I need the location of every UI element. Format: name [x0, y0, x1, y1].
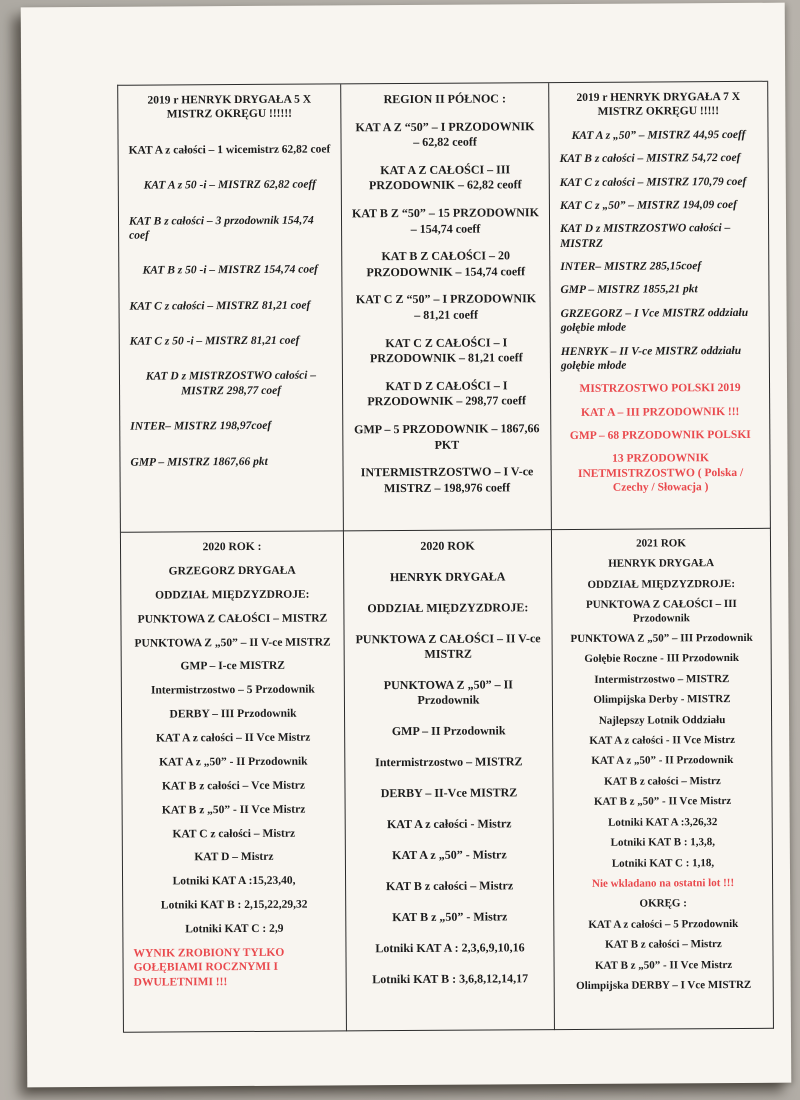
- text-line: PUNKTOWA Z CAŁOŚCI – II V-ce MISTRZ: [355, 631, 541, 661]
- text-line: GMP – 5 PRZODOWNIK – 1867,66 PKT: [354, 421, 540, 452]
- table-cell-2020-henryk: [344, 530, 555, 1031]
- text-line: KAT A Z CAŁOŚCI – III PRZODOWNIK – 62,82 ceoff: [368, 162, 522, 193]
- text-line: KAT C z całości – MISTRZ 81,21 coef: [129, 299, 311, 313]
- text-line: Nie wkladano na ostatni lot !!!: [591, 876, 735, 890]
- text-line: KAT B Z CAŁOŚCI – 20 PRZODOWNIK – 154,74 coeff: [366, 248, 526, 279]
- text-line: Lotniki KAT A : 2,3,6,9,10,16: [375, 940, 525, 956]
- text-line: Olimpijska DERBY – I Vce MISTRZ: [576, 978, 752, 992]
- text-line: 2020 ROK: [420, 538, 475, 553]
- text-line: KAT C z 50 -i – MISTRZ 81,21 coef: [129, 334, 300, 348]
- table-cell-2020-grzegorz: [121, 531, 347, 1032]
- text-line: 2020 ROK :: [202, 540, 262, 554]
- table-cell-2019-okreg-5x: [118, 84, 344, 532]
- text-line: Gołębie Roczne - III Przodownik: [584, 652, 740, 666]
- text-line: KAT A z całości - II Vce Mistrz: [589, 734, 736, 747]
- text-line: KAT C Z “50” – I PRZODOWNIK – 81,21 coeff: [355, 291, 537, 322]
- text-line: KAT B z całości – Mistrz: [605, 938, 722, 951]
- text-line: KAT B z „50” - II Vce Mistrz: [593, 795, 732, 809]
- text-line: KAT B Z “50” – 15 PRZODOWNIK – 154,74 coeff: [351, 205, 539, 236]
- text-line: 2019 r HENRYK DRYGAŁA 7 X MISTRZ OKRĘGU !!!!!: [576, 90, 741, 119]
- text-line: KAT B z całości – Mistrz: [604, 774, 721, 788]
- text-line: KAT A z „50” – MISTRZ 44,95 coeff: [571, 128, 746, 142]
- text-line: PUNKTOWA Z CAŁOŚCI – III Przodownik: [585, 598, 737, 625]
- text-line: DERBY – III Przodownik: [169, 707, 297, 721]
- text-line: Intermistrzostwo – 5 Przodownik: [150, 683, 315, 697]
- text-line: PUNKTOWA Z „50” – III Przodownik: [570, 631, 753, 646]
- text-line: PUNKTOWA Z CAŁOŚCI – MISTRZ: [137, 612, 328, 626]
- text-line: KAT A z 50 -i – MISTRZ 62,82 coeff: [143, 178, 316, 192]
- text-line: KAT D – Mistrz: [194, 851, 274, 864]
- text-line: KAT C Z CAŁOŚCI – I PRZODOWNIK – 81,21 coeff: [369, 334, 523, 366]
- text-line: INTERMISTRZOSTWO – I V-ce MISTRZ – 198,976 coeff: [360, 464, 534, 495]
- text-line: HENRYK DRYGAŁA: [608, 557, 715, 571]
- text-line: KAT A z całości - Mistrz: [386, 816, 512, 832]
- text-line: GMP – 68 PRZODOWNIK POLSKI: [569, 428, 751, 442]
- text-line: Intermistrzostwo – MISTRZ: [375, 754, 523, 770]
- text-line: KAT A z „50” - II Przodownik: [159, 755, 308, 769]
- text-line: GMP – MISTRZ 1867,66 pkt: [130, 455, 268, 469]
- text-line: KAT D z MISTRZOSTWO całości – MISTRZ 298,77 coef: [145, 369, 317, 398]
- text-line: ODDZIAŁ MIĘDZYZDROJE:: [155, 588, 310, 602]
- text-line: Intermistrzostwo – MISTRZ: [594, 672, 730, 686]
- text-line: KAT B z „50” - II Vce Mistrz: [594, 958, 733, 972]
- text-line: KAT A z „50” - Mistrz: [392, 847, 507, 863]
- text-line: KAT C z całości – Mistrz: [172, 827, 296, 840]
- text-line: 13 PRZODOWNIK INETMISTRZOSTWO ( Polska / Czechy / Słowacja ): [577, 452, 744, 494]
- text-line: INTER– MISTRZ 198,97coef: [130, 419, 272, 433]
- text-line: KAT B z „50” - Mistrz: [392, 909, 508, 925]
- text-line: Lotniki KAT C : 1,18,: [611, 856, 715, 870]
- text-line: HENRYK DRYGAŁA: [389, 569, 506, 585]
- text-line: PUNKTOWA Z „50” – II V-ce MISTRZ: [134, 635, 331, 650]
- text-line: GRZEGORZ DRYGAŁA: [168, 564, 296, 578]
- text-line: Lotniki KAT A :3,26,32: [608, 815, 718, 829]
- text-line: KAT A z „50” - II Przodownik: [591, 754, 734, 768]
- text-line: PUNKTOWA Z „50” – II Przodownik: [383, 677, 513, 707]
- text-line: KAT D Z CAŁOŚCI – I PRZODOWNIK – 298,77 coeff: [367, 378, 526, 409]
- text-line: WYNIK ZROBIONY TYLKO GOŁĘBIAMI ROCZNYMI I DWULETNIMI !!!: [133, 946, 285, 989]
- text-line: ODDZIAŁ MIĘDZYZDROJE:: [587, 577, 736, 591]
- text-line: OKRĘG :: [639, 897, 687, 910]
- text-line: KAT B z całości – 3 przodownik 154,74 coef: [128, 214, 314, 242]
- text-line: KAT B z całości – Vce Mistrz: [161, 779, 306, 793]
- table-cell-2019-okreg-7x: [549, 82, 771, 530]
- text-line: KAT A z całości – 5 Przodownik: [588, 917, 739, 931]
- text-line: KAT C z całości – MISTRZ 170,79 coef: [559, 175, 747, 189]
- text-line: KAT D z MISTRZOSTWO całości – MISTRZ: [560, 222, 731, 250]
- text-line: KAT B z całości – MISTRZ 54,72 coef: [559, 152, 741, 166]
- scanned-page: [21, 3, 792, 1088]
- text-line: Lotniki KAT A :15,23,40,: [172, 874, 296, 888]
- text-line: KAT B z 50 -i – MISTRZ 154,74 coef: [142, 263, 319, 277]
- table-cell-region-ii-polnoc: [341, 83, 552, 531]
- text-line: GMP – MISTRZ 1855,21 pkt: [560, 283, 698, 297]
- text-line: GMP – I-ce MISTRZ: [180, 660, 285, 673]
- text-line: 2021 ROK: [636, 537, 686, 550]
- text-line: Najlepszy Lotnik Oddziału: [598, 713, 726, 727]
- text-line: INTER– MISTRZ 285,15coef: [560, 260, 702, 274]
- text-line: ODDZIAŁ MIĘDZYZDROJE:: [367, 600, 529, 616]
- text-line: GMP – II Przodownik: [391, 723, 506, 739]
- text-line: Lotniki KAT B : 1,3,8,: [610, 836, 716, 849]
- text-line: Lotniki KAT C : 2,9: [185, 922, 284, 936]
- text-line: MISTRZOSTWO POLSKI 2019: [579, 382, 741, 396]
- text-line: DERBY – II-Vce MISTRZ: [380, 785, 518, 801]
- text-line: KAT B z „50” - II Vce Mistrz: [161, 803, 306, 817]
- text-line: KAT A Z “50” – I PRZODOWNIK – 62,82 ceoff: [355, 118, 535, 150]
- text-line: REGION II PÓŁNOC :: [383, 91, 506, 107]
- text-line: 2019 r HENRYK DRYGAŁA 5 X MISTRZ OKRĘGU !!!!!!: [147, 93, 312, 121]
- text-line: Olimpijska Derby - MISTRZ: [593, 693, 731, 707]
- text-line: KAT C z „50” – MISTRZ 194,09 coef: [559, 198, 737, 212]
- text-line: Lotniki KAT B : 2,15,22,29,32: [160, 898, 308, 912]
- table-cell-2021-henryk: [552, 529, 774, 1030]
- text-line: KAT A z całości – 1 wicemistrz 62,82 coef: [128, 143, 331, 157]
- text-line: Lotniki KAT B : 3,6,8,12,14,17: [372, 971, 529, 987]
- text-line: GRZEGORZ – I Vce MISTRZ oddziału gołębie młode: [560, 306, 749, 335]
- text-line: KAT B z całości – Mistrz: [385, 878, 514, 894]
- text-line: HENRYK – II V-ce MISTRZ oddziału gołębie młode: [560, 344, 742, 372]
- text-line: KAT A z całości – II Vce Mistrz: [156, 731, 311, 745]
- text-line: KAT A – III PRZODOWNIK !!!: [580, 405, 740, 419]
- results-table: [117, 81, 774, 1033]
